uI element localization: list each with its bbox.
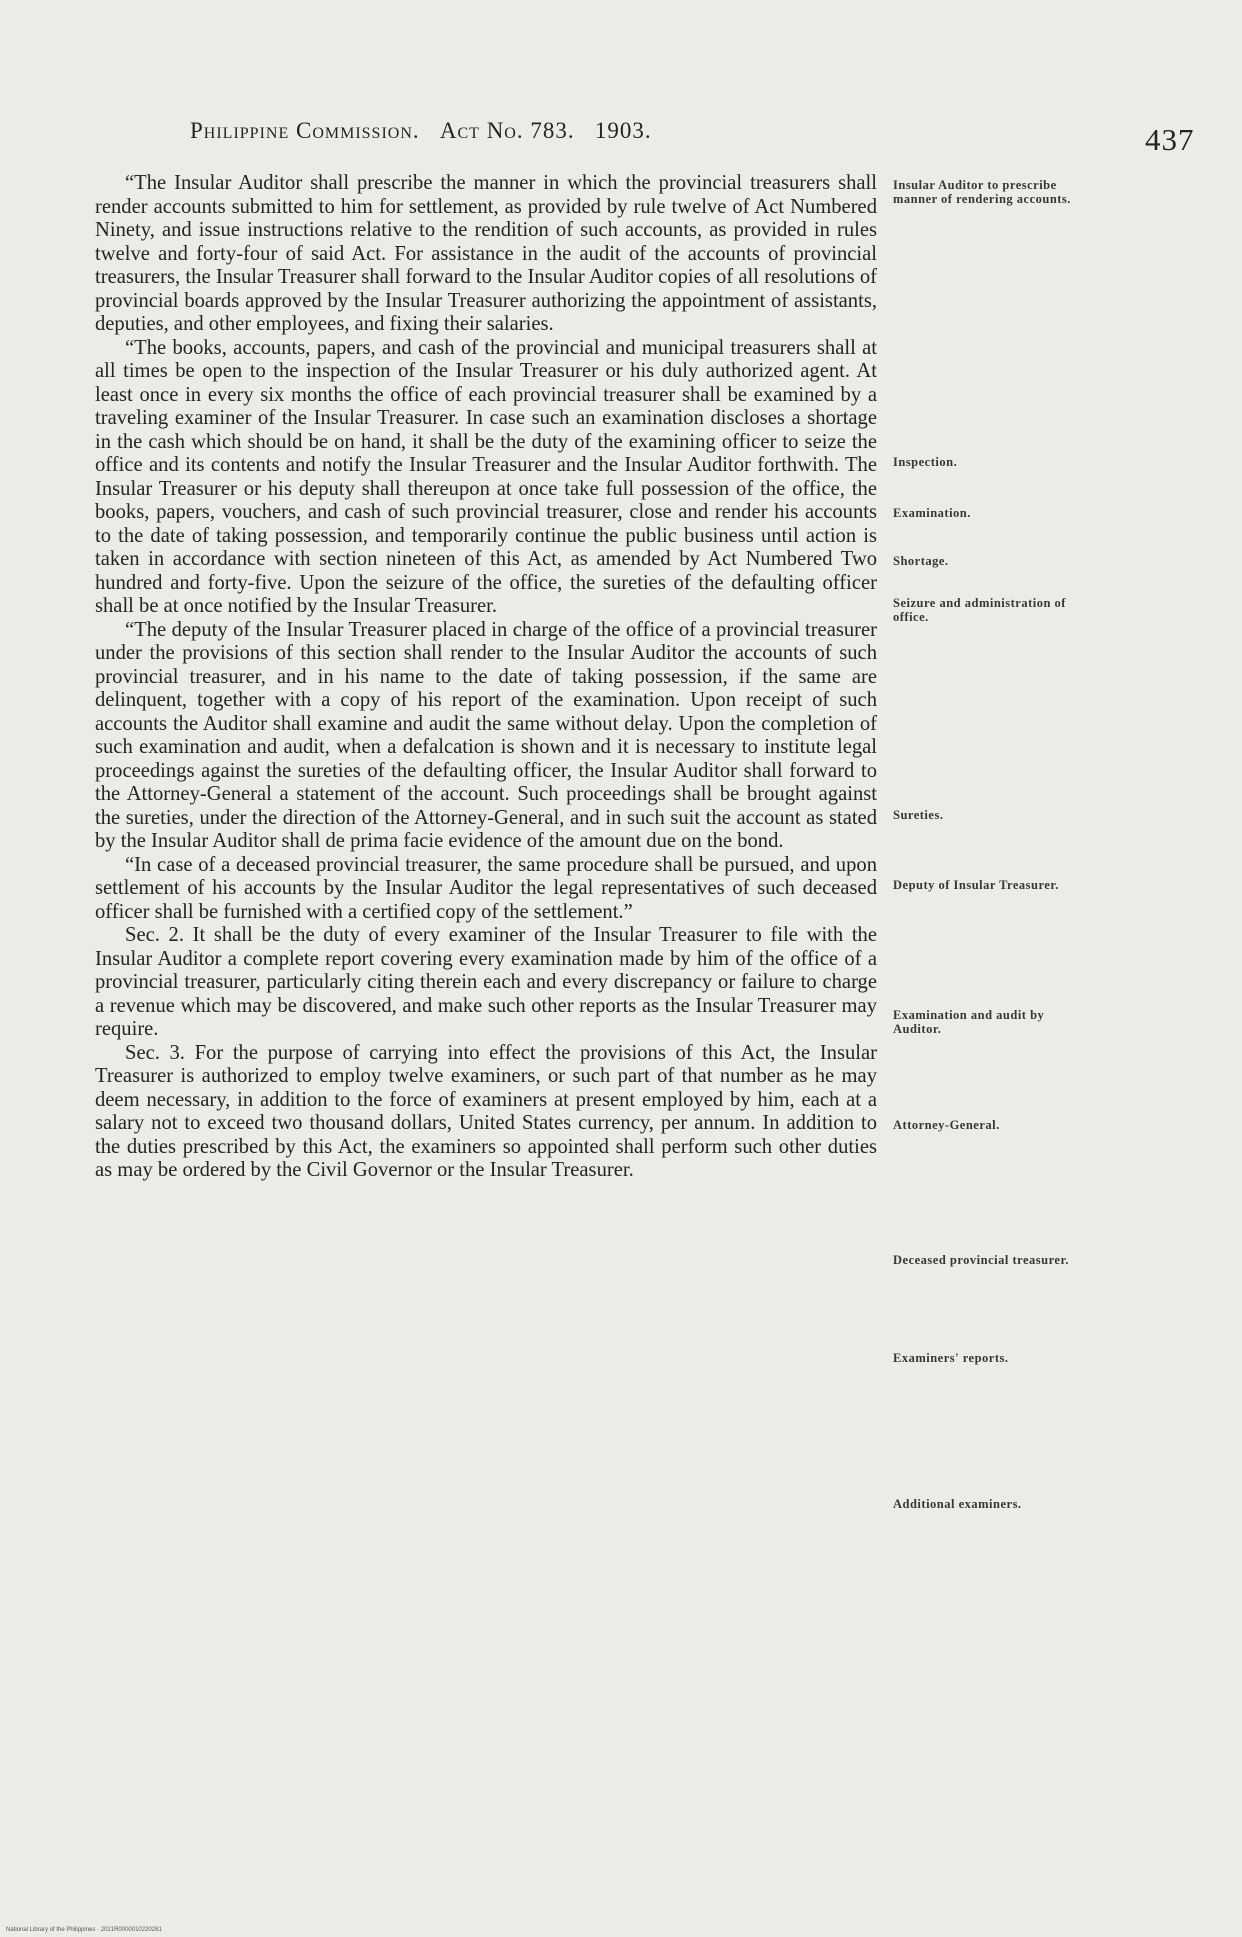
- margin-note-shortage: Shortage.: [893, 554, 949, 568]
- footer-source: National Library of the Philippines · 2021R0000010220281: [6, 1927, 162, 1933]
- margin-note-examination: Examination.: [893, 506, 971, 520]
- margin-note-deceased: Deceased provincial treasurer.: [893, 1253, 1069, 1267]
- margin-note-attorney-general: Attorney-General.: [893, 1118, 1000, 1132]
- paragraph-deceased: “In case of a deceased provincial treasurer, the same procedure shall be pursued, and upon settlement of his accounts by the Insular Auditor the legal representatives of such deceased officer shall be furnished with a certified copy of the settlement.”: [95, 853, 877, 923]
- page-number: 437: [1145, 122, 1195, 157]
- commission-title: Philippine Commission.: [190, 118, 420, 143]
- paragraph-section-3: Sec. 3. For the purpose of carrying into effect the provisions of this Act, the Insular Treasurer is authorized to employ twelve examiners, or such part of that number as he may deem necessary, in addition to the force of examiners at present employed by him, each at a salary not to exceed two thousand dollars, United States currency, per annum. In addition to the duties prescribed by this Act, the examiners so appointed shall perform such other duties as may be ordered by the Civil Governor or the Insular Treasurer.: [95, 1041, 877, 1181]
- act-year: 1903.: [594, 118, 652, 143]
- margin-note-auditor-prescribe: Insular Auditor to prescribe manner of rendering accounts.: [893, 178, 1071, 206]
- margin-note-seizure: Seizure and administration of office.: [893, 596, 1066, 624]
- margin-note-audit: Examination and audit by Auditor.: [893, 1008, 1045, 1036]
- margin-note-sureties: Sureties.: [893, 808, 944, 822]
- page-header: [190, 118, 1140, 144]
- paragraph-books-inspection: “The books, accounts, papers, and cash of the provincial and municipal treasurers shall at all times be open to the inspection of the Insular Treasurer or his duly authorized agent. At least once in every six months the office of each provincial treasurer shall be examined by a traveling examiner of the Insular Treasurer. In case such an examination discloses a shortage in the cash which should be on hand, it shall be the duty of the examining officer to seize the office and its contents and notify the Insular Treasurer and the Insular Auditor forthwith. The Insular Treasurer or his deputy shall thereupon at once take full possession of the office, the books, papers, vouchers, and cash of such provincial treasurer, close and render his accounts to the date of taking possession, and temporarily continue the public business until action is taken in accordance with section nineteen of this Act, as amended by Act Numbered Two hundred and forty-five. Upon the seizure of the office, the sureties of the defaulting officer shall be at once notified by the Insular Treasurer.: [95, 336, 877, 617]
- body-text: [95, 172, 877, 1183]
- margin-note-additional-examiners: Additional examiners.: [893, 1497, 1022, 1511]
- margin-note-examiners-reports: Examiners' reports.: [893, 1351, 1009, 1365]
- paragraph-section-2: Sec. 2. It shall be the duty of every examiner of the Insular Treasurer to file with the Insular Auditor a complete report covering every examination made by him of the office of a provincial treasurer, particularly citing therein each and every discrepancy or failure to charge a revenue which may be discovered, and make such other reports as the Insular Treasurer may require.: [95, 924, 877, 1040]
- act-number: Act No. 783.: [439, 118, 575, 143]
- paragraph-deputy: “The deputy of the Insular Treasurer placed in charge of the office of a provincial treasurer under the provisions of this section shall render to the Insular Auditor the accounts of such provincial treasurer, and in his name to the date of taking possession, if the same are delinquent, together with a copy of his report of the examination. Upon receipt of such accounts the Auditor shall examine and audit the same without delay. Upon the completion of such examination and audit, when a defalcation is shown and it is necessary to institute legal proceedings against the sureties of the defaulting officer, the Insular Auditor shall forward to the Attorney-General a statement of the account. Such proceedings shall be brought against the sureties, under the direction of the Attorney-General, and in such suit the account as stated by the Insular Auditor shall de prima facie evidence of the amount due on the bond.: [95, 618, 877, 852]
- paragraph-auditor-prescribe: “The Insular Auditor shall prescribe the manner in which the provincial treasurers shall render accounts submitted to him for settlement, as provided by rule twelve of Act Numbered Ninety, and issue instructions relative to the rendition of such accounts, as provided in rules twelve and forty-four of said Act. For assistance in the audit of the accounts of provincial treasurers, the Insular Treasurer shall forward to the Insular Auditor copies of all resolutions of provincial boards approved by the Insular Treasurer authorizing the appointment of assistants, deputies, and other employees, and fixing their salaries.: [95, 172, 877, 335]
- margin-note-deputy: Deputy of Insular Treasurer.: [893, 878, 1059, 892]
- margin-note-inspection: Inspection.: [893, 455, 958, 469]
